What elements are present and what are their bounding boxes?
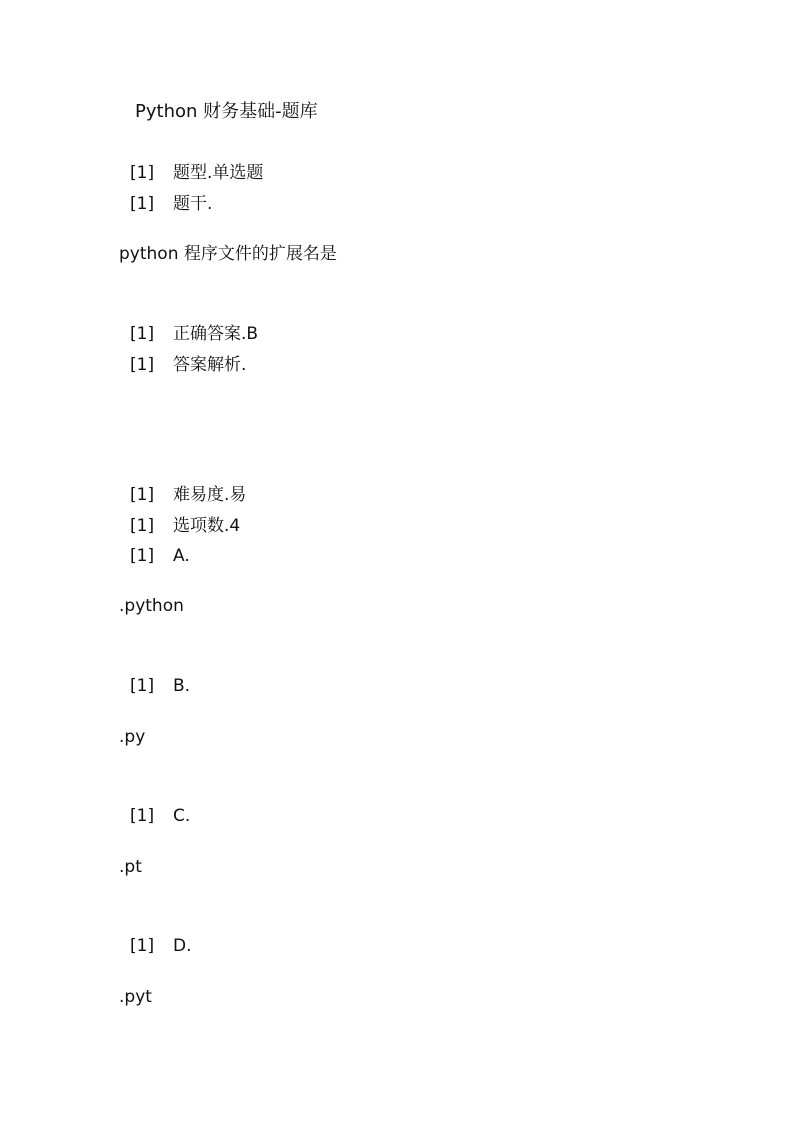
field-marker: [1] [130, 516, 155, 536]
field-label: 难易度.易 [173, 485, 247, 505]
field-marker: [1] [130, 194, 155, 214]
field-label: 答案解析. [173, 355, 247, 375]
option-marker: [1] [130, 676, 155, 696]
option-text: .py [119, 727, 146, 747]
question-text: python 程序文件的扩展名是 [119, 244, 337, 264]
document-title: Python 财务基础-题库 [135, 101, 318, 122]
option-label: D. [173, 936, 192, 956]
option-marker: [1] [130, 936, 155, 956]
field-marker: [1] [130, 485, 155, 505]
field-marker: [1] [130, 324, 155, 344]
option-marker: [1] [130, 546, 155, 566]
field-label: 正确答案.B [173, 324, 259, 344]
field-marker: [1] [130, 355, 155, 375]
option-text: .pyt [119, 987, 152, 1007]
option-label: A. [173, 546, 190, 566]
option-label: C. [173, 806, 191, 826]
option-text: .pt [119, 857, 142, 877]
option-label: B. [173, 676, 191, 696]
option-text: .python [119, 596, 184, 616]
field-label: 题干. [173, 194, 213, 214]
field-label: 题型.单选题 [173, 163, 264, 183]
field-marker: [1] [130, 163, 155, 183]
field-label: 选项数.4 [173, 516, 241, 536]
option-marker: [1] [130, 806, 155, 826]
